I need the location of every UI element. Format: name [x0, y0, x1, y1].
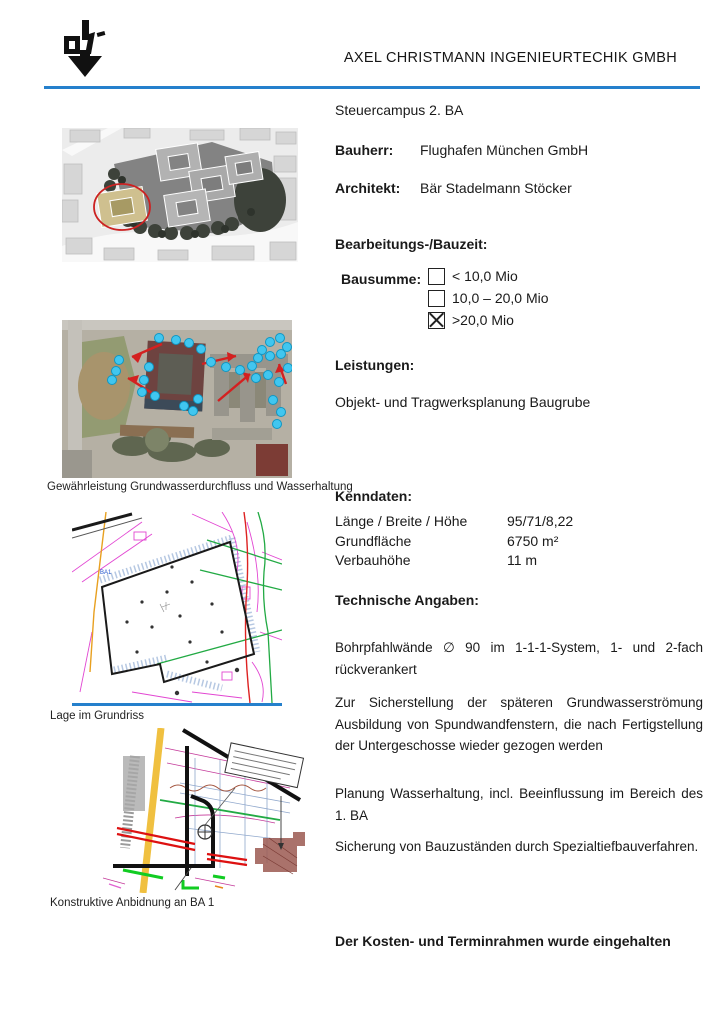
architekt-value: Bär Stadelmann Stöcker: [420, 180, 572, 196]
figure-detail-plan-caption: Konstruktive Anbidnung an BA 1: [50, 897, 215, 909]
tech-paragraph-sicherung: Sicherung von Bauzuständen durch Spezialtiefbauverfahren.: [335, 839, 699, 854]
bauherr-value: Flughafen München GmbH: [420, 142, 589, 158]
figure-groundwater-caption: Gewährleistung Grundwasserdurchfluss und Wasserhaltung: [47, 481, 353, 493]
architekt-label: Architekt:: [335, 180, 401, 196]
kenndaten-label: Grundfläche: [335, 532, 412, 549]
figure-site-plan: [72, 512, 282, 703]
checkbox-10to20-icon: [428, 290, 445, 307]
tech-paragraph-wasserhaltung: Planung Wasserhaltung, incl. Beeinflussung im Bereich des 1. BA: [335, 786, 703, 823]
kenndaten-row: [335, 551, 703, 571]
kenndaten-table: [335, 512, 703, 571]
kenndaten-row: [335, 512, 703, 532]
tech-paragraph-spundwand: Zur Sicherstellung der späteren Grundwasserströmung Ausbildung von Spundwandfenstern, die nach Fertigstellung der Untergeschosse wieder gezogen werden: [335, 695, 703, 753]
figure-site-plan-caption: Lage im Grundriss: [50, 710, 144, 722]
figure-groundwater-aerial: [62, 320, 292, 478]
bausumme-option-lt10-label: < 10,0 Mio: [452, 268, 518, 284]
bausumme-option-lt10: [428, 265, 549, 287]
bausumme-label: Bausumme:: [341, 271, 422, 287]
kenndaten-value: 11 m: [507, 552, 538, 568]
company-logo-icon: [62, 20, 108, 78]
bausumme-option-gt20-label: >20,0 Mio: [452, 312, 514, 328]
technische-heading: Technische Angaben:: [335, 592, 479, 608]
kenndaten-value: 6750 m²: [507, 532, 559, 549]
kenndaten-label: Verbauhöhe: [335, 552, 411, 568]
checkbox-lt10-icon: [428, 268, 445, 285]
svg-text:BA1: BA1: [100, 570, 112, 576]
project-title: Steuercampus 2. BA: [335, 102, 464, 118]
field-architekt: [335, 178, 703, 199]
company-name: AXEL CHRISTMANN INGENIEURTECHIK GMBH: [343, 50, 677, 66]
bausumme-option-10to20-label: 10,0 – 20,0 Mio: [452, 290, 549, 306]
checkbox-gt20-icon: [428, 312, 445, 329]
tech-paragraph-bohrpfahl: Bohrpfahlwände ∅ 90 im 1-1-1-System, 1- und 2-fach rückverankert: [335, 640, 703, 677]
bearbeitung-heading: Bearbeitungs-/Bauzeit:: [335, 236, 488, 252]
bausumme-options: [428, 265, 549, 331]
footer-statement: Der Kosten- und Terminrahmen wurde eingehalten: [335, 933, 671, 949]
kenndaten-row: [335, 532, 703, 552]
bausumme-option-10to20: [428, 287, 549, 309]
kenndaten-value: 95/71/8,22: [507, 513, 574, 529]
kenndaten-heading: Kenndaten:: [335, 488, 412, 504]
leistungen-text: Objekt- und Tragwerksplanung Baugrube: [335, 394, 591, 410]
header-rule: [44, 86, 700, 89]
kenndaten-label: Länge / Breite / Höhe: [335, 513, 468, 529]
figure-aerial-render: [62, 128, 298, 262]
leistungen-heading: Leistungen:: [335, 357, 415, 373]
field-bauherr: [335, 140, 703, 161]
site-plan-underline: [72, 703, 282, 706]
figure-detail-plan: [95, 728, 310, 893]
bausumme-option-gt20: [428, 309, 549, 331]
bauherr-label: Bauherr:: [335, 142, 394, 158]
